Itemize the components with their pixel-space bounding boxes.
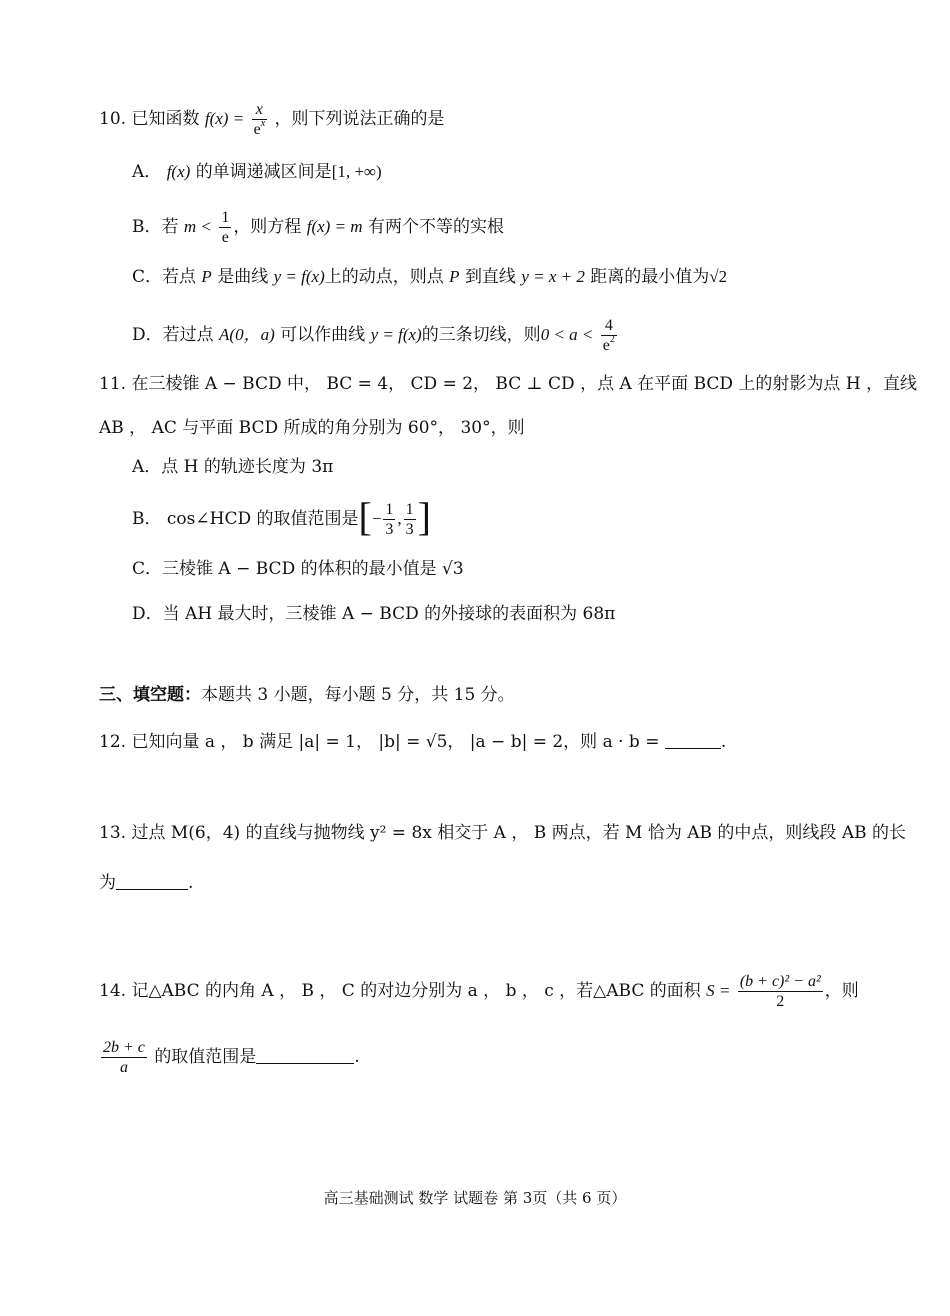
option-label: C． [132,559,163,579]
q13-answer-blank[interactable] [116,871,188,890]
q10d-t1: 若过点 [162,325,214,345]
q11d-text: 当 AH 最大时，三棱锥 A − BCD 的外接球的表面积为 68π [162,604,616,624]
q10b-fraction [219,208,231,247]
q10b-cond: m < [183,217,212,236]
q14-end: . [354,1047,360,1067]
q10c-curve: y = f(x) [273,267,325,286]
q11b-minus: − [371,509,382,528]
option-label: A． [132,457,162,477]
q10c-val: √2 [709,267,728,286]
q10d-point: A(0，a) [219,325,275,344]
q12-end: . [720,732,727,752]
q10b-tail: 有两个不等的实根 [367,217,504,237]
q10c-t2: 是曲线 [217,267,269,287]
q10c-p1: P [201,267,212,286]
q10b-eq: f(x) = m [306,217,363,236]
q10-function: f(x) = [204,109,245,128]
q14-answer-blank[interactable] [256,1045,354,1064]
q14-number: 14. [99,981,127,1001]
q10c-p2: P [449,267,460,286]
q11-line-2 [99,416,525,440]
right-bracket: ] [417,494,431,539]
q13-line-1 [99,821,906,845]
q10-stem [99,100,445,139]
q13-end: . [188,873,194,893]
q10d-curve: y = f(x) [370,325,422,344]
q14-line2-text: 的取值范围是 [154,1047,257,1067]
q12-answer-blank[interactable] [665,730,721,749]
q11-line1-text: 在三棱锥 A − BCD 中， BC = 4， CD = 2， BC ⊥ CD ，点 A 在平面 BCD 上的射影为点 H ，直线 [131,374,918,394]
q10a-fx: f(x) [166,162,191,181]
q10d-t2: 可以作曲线 [280,325,366,345]
q14-ratio-fraction [101,1038,147,1077]
option-label: B． [132,509,162,529]
q10c-t1: 若点 [162,267,197,287]
q13-line-2 [99,871,193,895]
q10-option-d [132,316,619,355]
section-title: 三、填空题： [99,685,201,705]
q10c-t3: 上的动点，则点 [324,267,444,287]
q10-fraction-denominator: $e^x$ [253,118,266,138]
q10b-frac-num: 1 [221,209,230,226]
q10-fraction [252,100,268,139]
q13-number: 13. [99,823,127,843]
option-label: B． [132,217,162,237]
q10d-frac-den: $e^2$ [602,334,615,354]
q14-area-symbol: S = [706,981,731,1000]
q11b-text: cos∠HCD 的取值范围是 [166,509,359,529]
q12-text: 已知向量 a ， b 满足 |a| = 1， |b| = √5， |a − b| = 2，则 a · b = [131,732,660,752]
section-desc: 本题共 3 小题，每小题 5 分，共 15 分。 [201,685,515,705]
q11c-text: 三棱锥 A − BCD 的体积的最小值是 √3 [162,559,464,579]
q12 [99,730,726,754]
left-bracket: [ [358,494,372,539]
q10c-t5: 距离的最小值为 [590,267,710,287]
q10c-t4: 到直线 [464,267,516,287]
q14-line1-end: ，则 [824,981,859,1001]
q10-option-b [132,208,504,247]
q10b-pre: 若 [161,217,179,237]
q11-option-b [132,494,431,539]
q11-line-1 [99,372,917,396]
q11b-comma: , [397,509,402,528]
q14-line-2 [99,1038,360,1077]
q14-ratio-num: 2b + c [103,1039,145,1056]
q13-line2-pre: 为 [99,873,116,893]
q14-frac-num: (b + c)² − a² [739,973,821,990]
q10-number: 10. [99,109,127,129]
page-footer: 高三基础测试 数学 试题卷 第 3页（共 6 页） [323,1189,627,1207]
q10d-ineq: 0 < a < [540,325,594,344]
q11-line2-text: AB ， AC 与平面 BCD 所成的角分别为 60°， 30°，则 [99,418,525,438]
q10b-text: ，则方程 [233,217,302,237]
section-3-header [99,683,515,707]
q10d-frac-num: 4 [601,316,617,336]
q10b-frac-den: e [221,229,229,246]
option-label: A． [132,162,162,182]
option-label: D． [132,604,163,624]
option-label: C． [132,267,163,287]
q11b-frac-hi: $\frac{1}{3}$ [405,501,414,538]
q13-line1-text: 过点 M(6，4) 的直线与抛物线 y² = 8x 相交于 A ， B 两点，若 M 恰为 AB 的中点，则线段 AB 的长 [131,823,906,843]
q11-number: 11. [99,374,127,394]
q10-stem-text-a: 已知函数 [131,109,200,129]
q10-option-c [132,265,727,289]
q12-number: 12. [99,732,127,752]
q11-option-d [132,602,615,626]
q14-ratio-den: a [119,1059,128,1076]
q11-option-c [132,557,464,581]
option-label: D． [132,325,163,345]
q11b-frac-lo: $\frac{1}{3}$ [385,501,394,538]
q10a-text: 的单调递减区间是 [195,162,332,182]
q14-frac-den: 2 [776,993,785,1010]
q10a-interval: [1, +∞) [331,162,382,181]
q10d-fraction [601,316,617,355]
q14-line1-text: 记△ABC 的内角 A ， B ， C 的对边分别为 a ， b ， c ，若△ABC 的面积 [131,981,701,1001]
q10-fraction-numerator: x [252,100,268,120]
q10-stem-text-b: ，则下列说法正确的是 [274,109,445,129]
q14-line-1 [99,972,859,1011]
q10-option-a [132,160,382,184]
q14-area-fraction [738,972,823,1011]
q11a-text: 点 H 的轨迹长度为 3π [161,457,334,477]
q10d-t3: 的三条切线，则 [421,325,541,345]
q11-option-a [132,455,333,479]
q10c-line: y = x + 2 [521,267,585,286]
